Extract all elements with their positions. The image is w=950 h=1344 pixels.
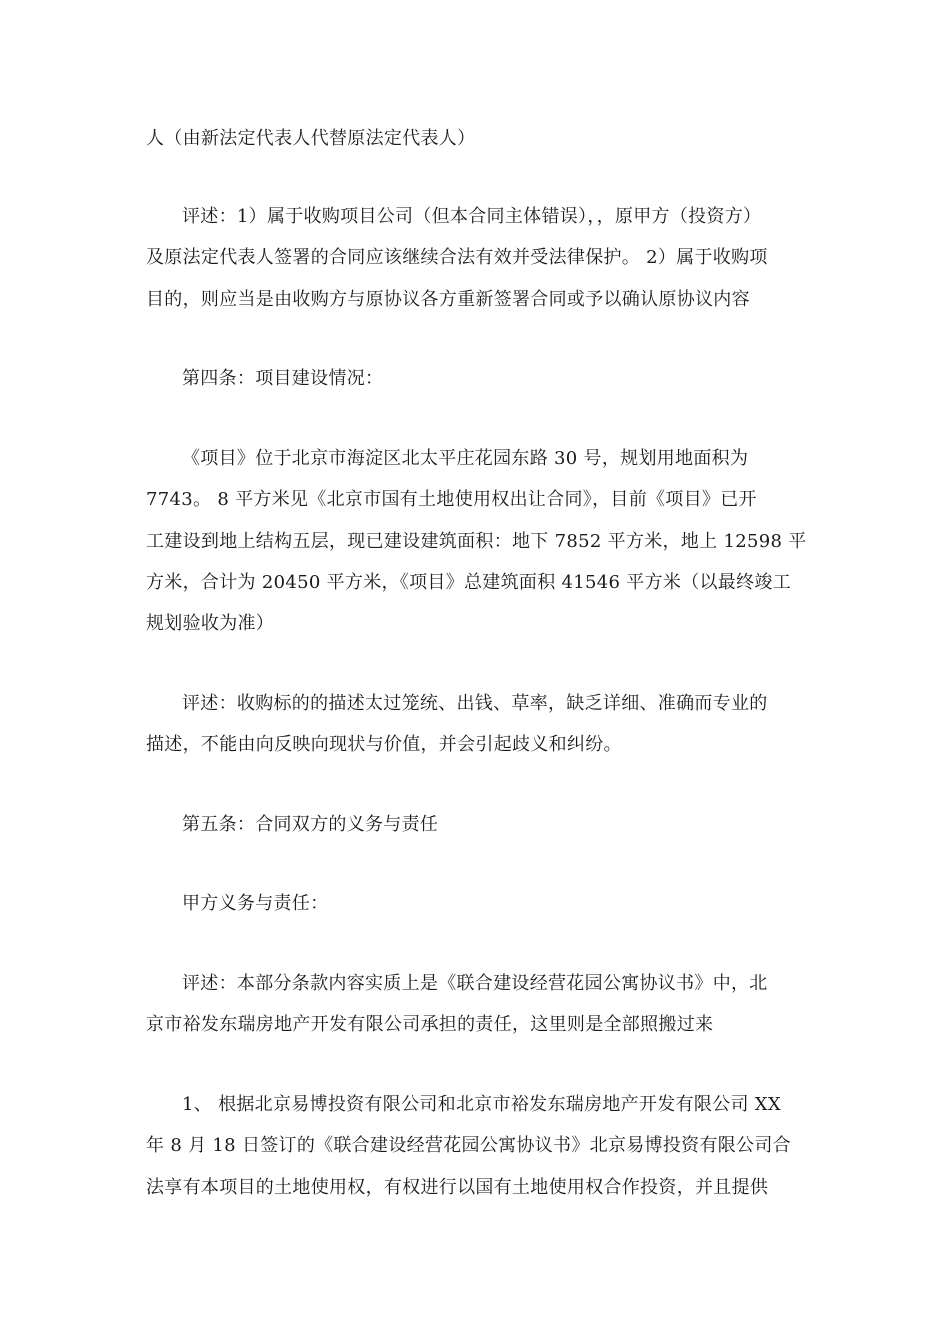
paragraph-line: 《项目》位于北京市海淀区北太平庄花园东路 30 号，规划用地面积为 [182, 448, 749, 469]
paragraph-line: 人（由新法定代表人代替原法定代表人） [146, 128, 476, 149]
paragraph-line: 7743。 8 平方米见《北京市国有土地使用权出让合同》，目前《项目》已开 [146, 489, 757, 510]
list-item-line: 年 8 月 18 日签订的《联合建设经营花园公寓协议书》北京易博投资有限公司合 [146, 1135, 791, 1156]
paragraph-line: 评述：收购标的的描述太过笼统、出钱、草率，缺乏详细、准确而专业的 [182, 693, 768, 714]
paragraph-line: 评述：1）属于收购项目公司（但本合同主体错误），，原甲方（投资方） [182, 206, 762, 227]
paragraph-line: 及原法定代表人签署的合同应该继续合法有效并受法律保护。 2）属于收购项 [146, 247, 768, 268]
section-heading: 第四条：项目建设情况： [182, 368, 384, 389]
paragraph-line: 规划验收为准） [146, 613, 275, 634]
paragraph-line: 评述：本部分条款内容实质上是《联合建设经营花园公寓协议书》中，北 [182, 973, 768, 994]
list-item-line: 法享有本项目的土地使用权，有权进行以国有土地使用权合作投资，并且提供 [146, 1177, 769, 1198]
section-heading: 第五条：合同双方的义务与责任 [182, 814, 439, 835]
subsection-heading: 甲方义务与责任： [182, 893, 329, 914]
paragraph-line: 目的，则应当是由收购方与原协议各方重新签署合同或予以确认原协议内容 [146, 289, 750, 310]
paragraph-line: 京市裕发东瑞房地产开发有限公司承担的责任，这里则是全部照搬过来 [146, 1014, 714, 1035]
list-item-line: 1、 根据北京易博投资有限公司和北京市裕发东瑞房地产开发有限公司 XX [182, 1094, 782, 1115]
paragraph-line: 描述，不能由向反映向现状与价值，并会引起歧义和纠纷。 [146, 734, 622, 755]
paragraph-line: 方米，合计为 20450 平方米，《项目》总建筑面积 41546 平方米（以最终竣工 [146, 572, 792, 593]
paragraph-line: 工建设到地上结构五层，现已建设建筑面积：地下 7852 平方米，地上 12598 平 [146, 531, 807, 552]
